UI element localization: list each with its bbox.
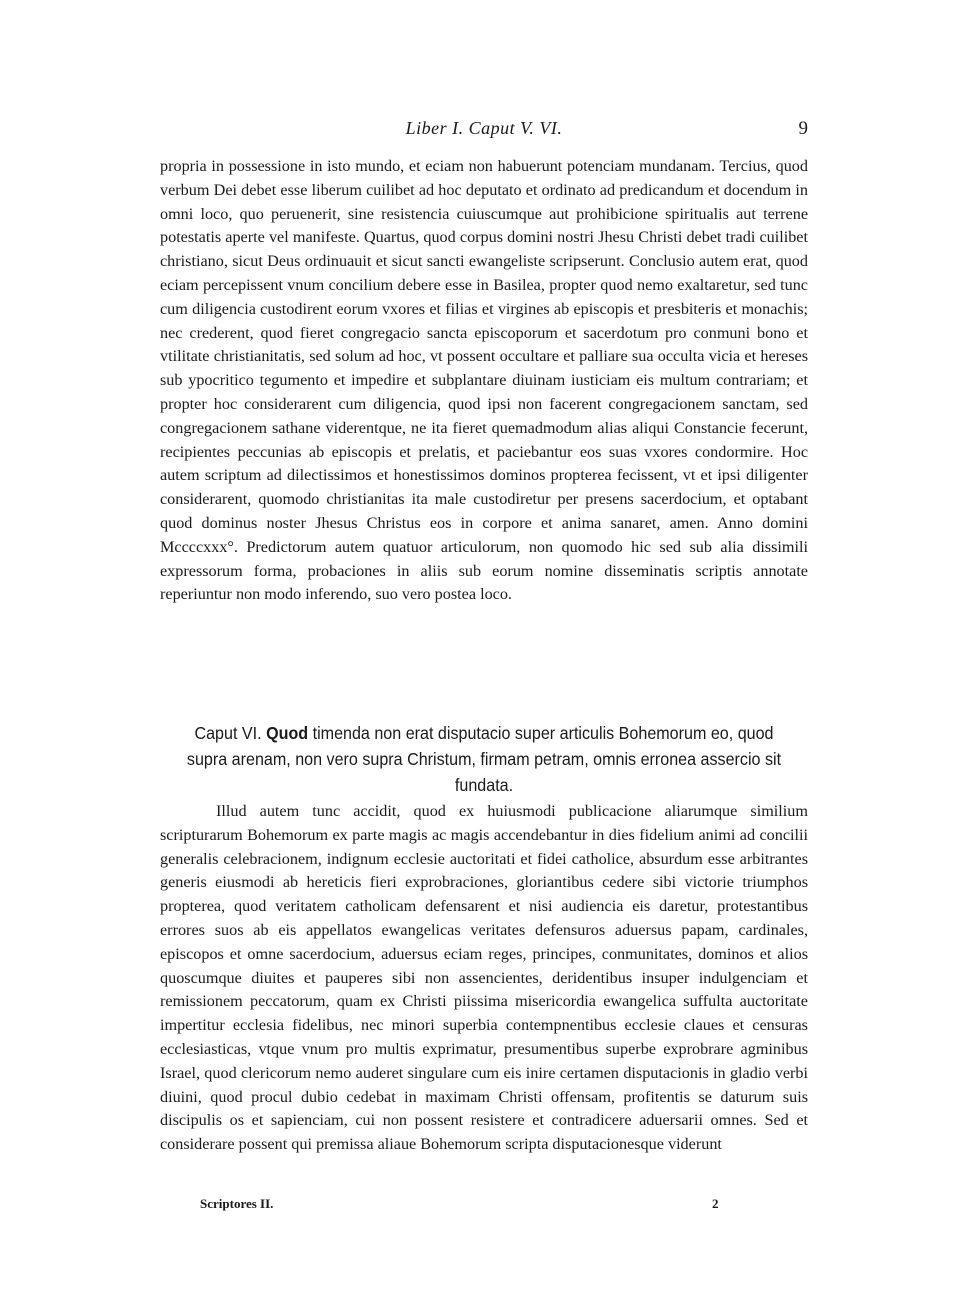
body-text-section-one xyxy=(160,155,808,607)
body-text-section-two xyxy=(160,800,808,1157)
chapter-label: Caput VI. xyxy=(194,723,262,743)
running-head xyxy=(160,118,808,144)
signature-number: 2 xyxy=(712,1196,719,1211)
signature-mark: Scriptores II. xyxy=(200,1196,274,1211)
chapter-heading-first-word: Quod xyxy=(266,723,309,743)
paragraph-chapter-six: Illud autem tunc accidit, quod ex huiusmodi publicacione aliarumque similium scripturarum Bohemorum ex parte magis ac magis accendebantur in dies fidelium animi ad concilii generalis celebracionem, indignum ecclesie auctoritati et fidei catholice, absurdum esse arbitrantes generis eiusmodi ab hereticis fieri exprobraciones, gloriantibus cedere sibi victorie triumphos propterea, quod veritatem catholicam defensarent et nisi audiencia eis daretur, protestantibus errores suos ab eis appellatos ewangelicas veritates defensuros aduersus papam, cardinales, episcopos et omne sacerdocium, aduersus eciam reges, principes, conmunitates, dominos et alios quoscumque diuites et pauperes sibi non assencientes, deridentibus insuper indulgenciam et remissionem peccatorum, quam ex Christi piissima misericordia ewangelica suffulta auctoritate impertitur ecclesia fidelibus, nec minori superbia contempnentibus ecclesie claues et censuras ecclesiasticas, vtque vnum pro multis exprimatur, presumentibus superbe exprobrare agminibus Israel, quod clericorum nemo auderet singulare cum eis inire certamen disputacionis in gladio verbi diuini, quod procul dubio cedebat in maximam Christi offensam, profitentis se daturum suis discipulis os et sapienciam, cui non possent resistere et contradicere aduersarii omnes. Sed et considerare possent qui premissa aliaue Bohemorum scripta disputacionesque viderunt xyxy=(160,802,808,1154)
page-number: 9 xyxy=(798,118,808,139)
chapter-heading-text: timenda non erat disputacio super articulis Bohemorum eo, quod supra arenam, non vero supra Christum, firmam petram, omnis erronea assercio sit fundata. xyxy=(186,723,782,795)
running-title: Liber I. Caput V. VI. xyxy=(405,118,563,138)
paragraph-continuation: propria in possessione in isto mundo, et eciam non habuerunt potenciam mundanam. Tercius, quod verbum Dei debet esse liberum cuilibet ad hoc deputato et ordinato ad predicandum et docendum in omni loco, quo peruenerit, sine resistencia cuiuscumque aut prohibicione spiritualis aut terrene potestatis aperte vel manifeste. Quartus, quod corpus domini nostri Jhesu Christi debet tradi cuilibet christiano, sicut Deus ordinuauit et sicut sancti ewangeliste scripserunt. Conclusio autem erat, quod eciam percepissent vnum concilium debere esse in Basilea, propter quod nemo exaltaretur, sed tunc cum diligencia custodirent eorum vxores et filias et virgines ab episcopis et presbiteris et monachis; nec crederent, quod fieret congregacio sancta episcoporum et sacerdotum pro conmuni bono et vtilitate christianitatis, sed solum ad hoc, vt possent occultare et palliare sua occulta vicia et hereses sub ypocritico tegumento et impedire et subplantare diuinam iusticiam eis multum contrariam; et propter hoc considerarent cum diligencia, quod ipsi non facerent congregacionem sanctam, sed congregacionem sathane viderentque, ne ita fieret quemadmodum alias aliqui Constancie fecerunt, recipientes peccunias ab episcopis et prelatis, et paciebantur eos suas vxores condormire. Hoc autem scriptum ad dilectissimos et honestissimos dominos propterea fecissent, vt et ipsi diligenter considerarent, quomodo christianitas ita male custodiretur per presens sacerdocium, et optabant quod dominus noster Jhesus Christus eos in corpore et anima sanaret, amen. Anno domini Mccccxxx°. Predictorum autem quatuor articulorum, non quomodo hic sed sub alia dissimili expressorum forma, probaciones in aliis sub eorum nomine disseminatis scriptis annotate reperiuntur non modo inferendo, suo vero postea loco. xyxy=(160,157,808,604)
page-footer xyxy=(200,1196,760,1216)
chapter-heading xyxy=(186,720,782,798)
